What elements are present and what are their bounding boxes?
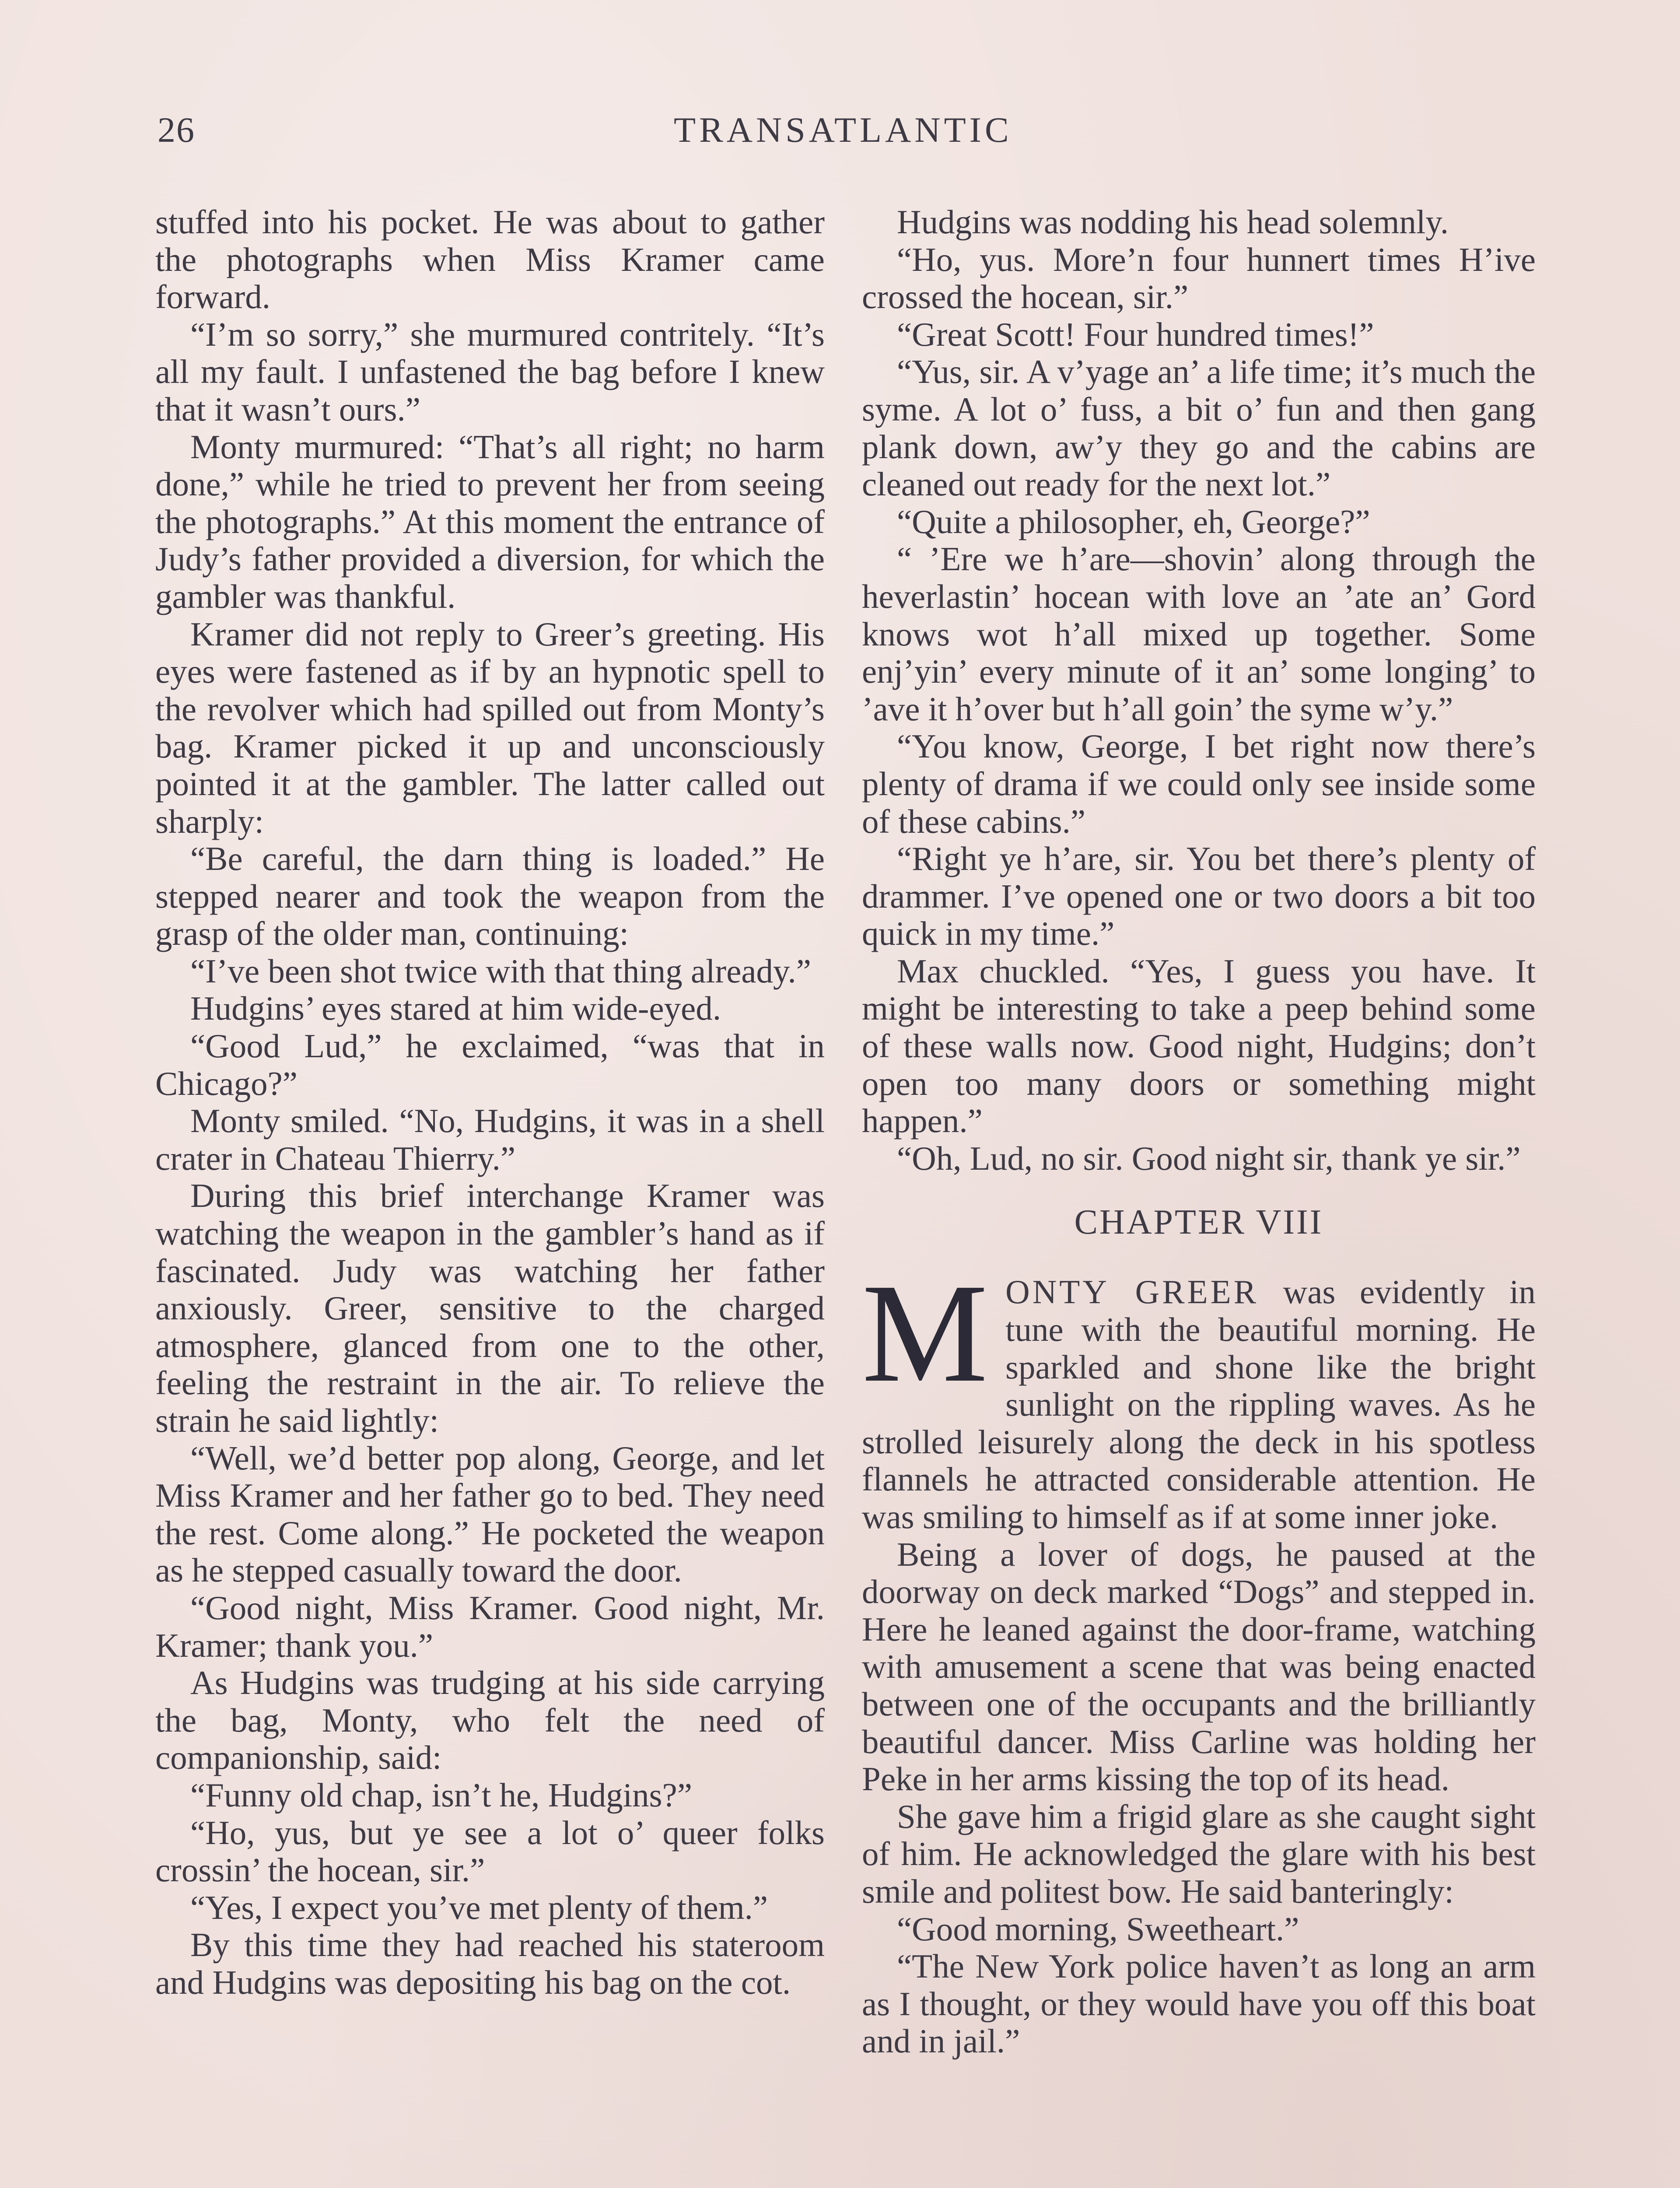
paragraph: Max chuckled. “Yes, I guess you have. It might be interesting to take a peep behind some of these walls now. Good night, Hudgins; don’t open too many doors or something might happen.” — [862, 952, 1536, 1140]
paragraph: “Good Lud,” he exclaimed, “was that in Chicago?” — [155, 1027, 825, 1102]
paragraph: As Hudgins was trudging at his side carrying the bag, Monty, who felt the need of companionship, said: — [155, 1664, 825, 1777]
paragraph: During this brief interchange Kramer was watching the weapon in the gambler’s hand as if fascinated. Judy was watching her father anxiously. Greer, sensitive to the charged atmosphere, glanced from one to the other, feeling the restraint in the air. To relieve the strain he said lightly: — [155, 1177, 825, 1439]
paragraph: By this time they had reached his stateroom and Hudgins was depositing his bag on the cot. — [155, 1926, 825, 2001]
left-column — [155, 203, 825, 2002]
paragraph: “Well, we’d better pop along, George, and let Miss Kramer and her father go to bed. They need the rest. Come along.” He pocketed the weapon as he stepped casually toward the door. — [155, 1439, 825, 1589]
paragraph: stuffed into his pocket. He was about to gather the photographs when Miss Kramer came forward. — [155, 203, 825, 316]
paragraph: “Good night, Miss Kramer. Good night, Mr. Kramer; thank you.” — [155, 1588, 825, 1664]
paragraph: She gave him a frigid glare as she caught sight of him. He acknowledged the glare with his best smile and politest bow. He said banteringly: — [862, 1797, 1536, 1910]
paragraph: Hudgins was nodding his head solemnly. — [897, 203, 1449, 241]
paragraph: “Ho, yus. More’n four hunnert times H’ive crossed the hocean, sir.” — [862, 240, 1536, 316]
paragraph: “Be careful, the darn thing is loaded.” He stepped nearer and took the weapon from the grasp of the older man, continuing: — [155, 840, 825, 953]
paragraph: Kramer did not reply to Greer’s greeting. His eyes were fastened as if by an hypnotic spell to the revolver which had spilled out from Monty’s bag. Kramer picked it up and unconsciously pointed it at the gambler. The latter called out sharply: — [155, 615, 825, 840]
paragraph: “Yus, sir. A v’yage an’ a life time; it’s much the syme. A lot o’ fuss, a bit o’ fun and then gang plank down, aw’y they go and the cabins are cleaned out ready for the next lot.” — [862, 353, 1536, 503]
chapter-heading: CHAPTER VIII — [1074, 1203, 1323, 1242]
paragraph: “Great Scott! Four hundred times!” — [897, 315, 1374, 353]
paragraph: “Good morning, Sweetheart.” — [897, 1910, 1299, 1948]
page-header — [0, 109, 1680, 162]
paragraph: “I’ve been shot twice with that thing already.” — [190, 952, 811, 990]
paragraph: Monty murmured: “That’s all right; no harm done,” while he tried to prevent her from seeing the photographs.” At this moment the entrance of Judy’s father provided a diversion, for which the gambler was thankful. — [155, 428, 825, 615]
running-title: TRANSATLANTIC — [674, 110, 1012, 150]
paragraph: “I’m so sorry,” she murmured contritely. “It’s all my fault. I unfastened the bag before I knew that it wasn’t ours.” — [155, 315, 825, 428]
opening-small-caps: ONTY GREER — [1005, 1273, 1259, 1311]
paragraph: “ ’Ere we h’are—shovin’ along through the heverlastin’ hocean with love an ’ate an’ Gord knows wot h’all mixed up together. Some enj’yin’ every minute of it an’ some longing’ to ’ave it h’over but h’all goin’ the syme w’y.” — [862, 540, 1536, 728]
paragraph: “Ho, yus, but ye see a lot o’ queer folks crossin’ the hocean, sir.” — [155, 1813, 825, 1889]
paragraph: “The New York police haven’t as long an arm as I thought, or they would have you off this boat and in jail.” — [862, 1947, 1536, 2060]
paragraph: “Oh, Lud, no sir. Good night sir, thank ye sir.” — [897, 1139, 1521, 1177]
paragraph: Being a lover of dogs, he paused at the doorway on deck marked “Dogs” and stepped in. Here he leaned against the door-frame, watching with amusement a scene that was being enacted between one of the occupants and the brilliantly beautiful dancer. Miss Carline was holding her Peke in her arms kissing the top of its head. — [862, 1535, 1536, 1798]
paragraph: Monty smiled. “No, Hudgins, it was in a shell crater in Chateau Thierry.” — [155, 1102, 825, 1177]
paragraph: “Quite a philosopher, eh, George?” — [897, 502, 1370, 540]
drop-cap: M — [862, 1255, 988, 1412]
chapter-opening-paragraph — [862, 1255, 1536, 1536]
right-column — [862, 203, 1536, 2060]
paragraph: “Right ye h’are, sir. You bet there’s plenty of drammer. I’ve opened one or two doors a bit too quick in my time.” — [862, 840, 1536, 953]
paragraph: “Funny old chap, isn’t he, Hudgins?” — [190, 1776, 692, 1814]
paragraph: “You know, George, I bet right now there’s plenty of drama if we could only see inside some of these cabins.” — [862, 727, 1536, 840]
page-number: 26 — [158, 110, 195, 150]
paragraph: “Yes, I expect you’ve met plenty of them.” — [190, 1888, 768, 1926]
paragraph: Hudgins’ eyes stared at him wide-eyed. — [190, 989, 721, 1027]
opening-text: was evidently in tune with the beautiful morning. He sparkled and shone like the bright sunlight on the rippling waves. As he strolled leisurely along the deck in his spotless flannels he attracted considerable attention. He was smiling to himself as if at some inner joke. — [862, 1273, 1536, 1536]
